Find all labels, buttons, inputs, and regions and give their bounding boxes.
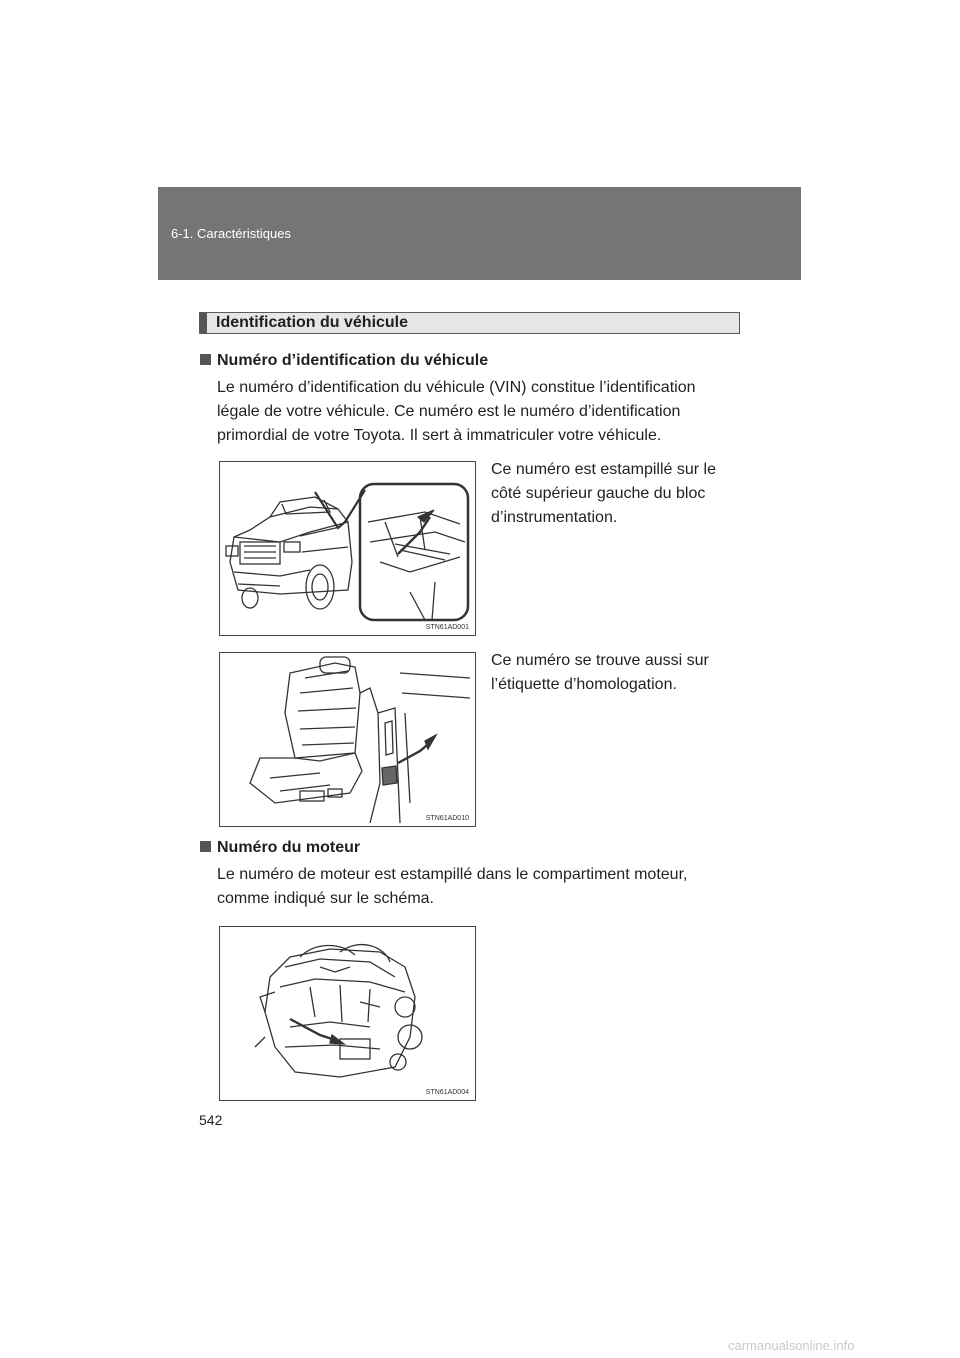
truck-dashboard-illustration — [220, 462, 475, 635]
engine-heading: Numéro du moteur — [200, 839, 360, 857]
figure-vin-label — [219, 652, 476, 827]
square-bullet-icon — [200, 841, 211, 852]
figure-id: STN61AD010 — [425, 815, 469, 822]
vin-heading: Numéro d’identification du véhicule — [200, 352, 488, 370]
vin-fig1-caption: Ce numéro est estampillé sur le côté supérieur gauche du bloc d’instrumentation. — [491, 461, 716, 526]
vin-intro-paragraph: Le numéro d’identification du véhicule (VIN) constitue l’identification légale de votre véhicule. Ce numéro est le numéro d’identification primordial de votre Toyota. Il sert à immatriculer votre véhicule. — [217, 379, 696, 444]
chapter-header-text: 6-1. Caractéristiques — [171, 226, 291, 241]
figure-engine-number — [219, 926, 476, 1101]
figure-id: STN61AD004 — [425, 1089, 469, 1096]
page-number: 542 — [199, 1112, 223, 1128]
vin-fig2-caption: Ce numéro se trouve aussi sur l’étiquette d’homologation. — [491, 652, 709, 693]
engine-illustration — [220, 927, 475, 1100]
square-bullet-icon — [200, 354, 211, 365]
section-title-bar — [200, 313, 207, 333]
figure-vin-dashboard — [219, 461, 476, 636]
section-title: Identification du véhicule — [216, 314, 409, 331]
section-title-box — [199, 312, 740, 334]
figure-id: STN61AD001 — [425, 624, 469, 631]
seat-door-pillar-illustration — [220, 653, 475, 826]
watermark: carmanualsonline.info — [728, 1338, 855, 1353]
engine-paragraph: Le numéro de moteur est estampillé dans le compartiment moteur, comme indiqué sur le schéma. — [217, 866, 688, 907]
